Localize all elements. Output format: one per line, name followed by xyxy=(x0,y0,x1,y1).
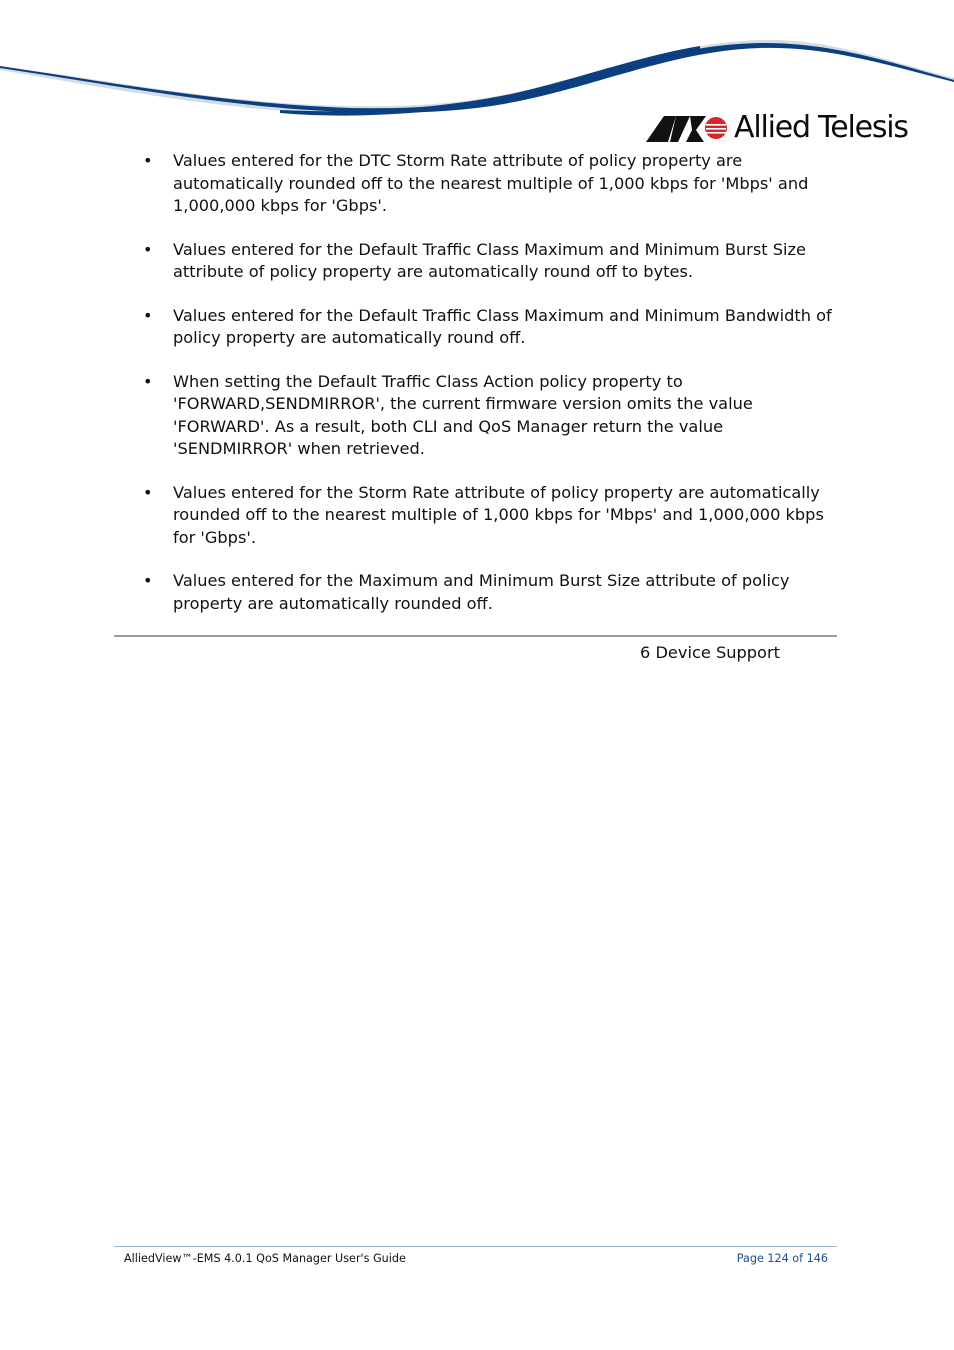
footer-page-number: Page 124 of 146 xyxy=(736,1252,828,1265)
company-logo xyxy=(646,108,908,148)
list-item-text: Values entered for the Maximum and Minimum Burst Size attribute of policy property are automatically rounded off. xyxy=(173,571,790,613)
bullet-dot: • xyxy=(143,239,153,259)
allied-telesis-mark-icon xyxy=(646,112,728,144)
bullet-dot: • xyxy=(143,571,153,590)
logo-text: Allied Telesis xyxy=(734,110,908,145)
bullet-dot: • xyxy=(143,482,153,502)
list-item xyxy=(140,305,840,350)
list-item xyxy=(140,482,840,550)
list-item xyxy=(140,371,840,461)
bullet-dot: • xyxy=(143,305,153,325)
list-item-text: Values entered for the Default Traffic Class Maximum and Minimum Bandwidth of policy property are automatically round off. xyxy=(173,305,832,347)
section-label: 6 Device Support xyxy=(640,643,780,662)
list-item-text: When setting the Default Traffic Class Action policy property to 'FORWARD,SENDMIRROR', the current firmware version omits the value 'FORWARD'. As a result, both CLI and QoS Manager return the value 'SENDMIRROR' when retrieved. xyxy=(173,371,753,458)
list-item-text: Values entered for the Storm Rate attribute of policy property are automatically rounded off to the nearest multiple of 1,000 kbps for 'Mbps' and 1,000,000 kbps for 'Gbps'. xyxy=(173,482,824,547)
footer-doc-title: AlliedView™-EMS 4.0.1 QoS Manager User's Guide xyxy=(124,1252,406,1265)
list-item xyxy=(140,150,840,218)
section-divider xyxy=(114,635,837,637)
list-item-text: Values entered for the DTC Storm Rate attribute of policy property are automatically rounded off to the nearest multiple of 1,000 kbps for 'Mbps' and 1,000,000 kbps for 'Gbps'. xyxy=(173,151,809,215)
notes-bullet-list xyxy=(140,150,840,615)
bullet-dot: • xyxy=(143,151,153,170)
list-item xyxy=(140,570,840,615)
list-item xyxy=(140,239,840,284)
bullet-dot: • xyxy=(143,371,153,391)
footer-divider xyxy=(114,1246,837,1247)
list-item-text: Values entered for the Default Traffic Class Maximum and Minimum Burst Size attribute of policy property are automatically round off to bytes. xyxy=(173,239,806,281)
